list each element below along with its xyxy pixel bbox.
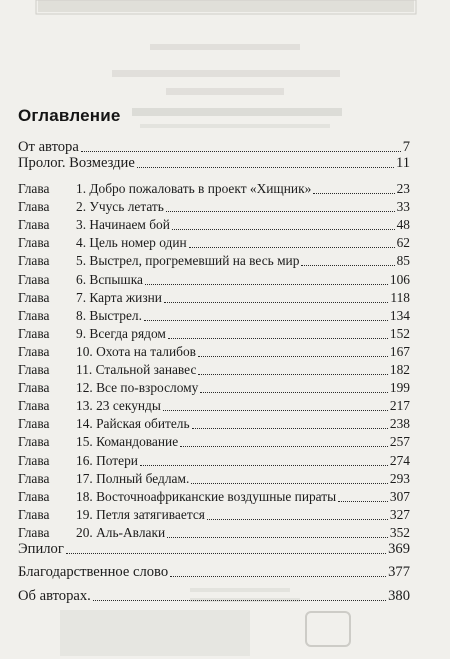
toc-heading: Оглавление bbox=[18, 106, 121, 125]
chapter-prefix: Глава bbox=[18, 199, 50, 215]
toc-entry bbox=[18, 488, 410, 506]
toc-entry-page: 23 bbox=[396, 181, 410, 196]
toc-entry-page: 11 bbox=[395, 155, 410, 171]
dot-leader bbox=[198, 373, 388, 375]
toc-entry-page: 134 bbox=[389, 307, 410, 323]
chapter-prefix: Глава bbox=[18, 380, 50, 396]
toc-entry bbox=[18, 154, 410, 172]
dot-leader bbox=[301, 264, 394, 266]
toc-entry-page: 369 bbox=[388, 541, 410, 557]
toc-entry-page: 106 bbox=[389, 271, 410, 287]
toc-entry bbox=[18, 252, 410, 270]
chapter-prefix: Глава bbox=[18, 343, 50, 359]
chapter-prefix: Глава bbox=[18, 325, 50, 341]
toc-entry-title: 6. Вспышка bbox=[76, 271, 143, 287]
toc-entry-page: 7 bbox=[402, 139, 410, 155]
chapter-prefix: Глава bbox=[18, 289, 50, 305]
dot-leader bbox=[137, 166, 394, 168]
toc-entry-title: Пролог. Возмездие bbox=[18, 155, 135, 171]
dot-leader bbox=[172, 228, 395, 230]
toc-entry-page: 307 bbox=[389, 488, 410, 504]
dot-leader bbox=[313, 192, 394, 194]
toc-entry-page: 182 bbox=[389, 362, 410, 377]
chapter-prefix: Глава bbox=[18, 307, 50, 323]
toc-entry-page: 380 bbox=[388, 588, 410, 604]
toc-entry-page: 199 bbox=[389, 380, 410, 396]
dot-leader bbox=[140, 464, 388, 466]
toc-entry-page: 327 bbox=[389, 506, 410, 522]
toc-entry-page: 377 bbox=[388, 564, 410, 580]
toc-entry-title: 7. Карта жизни bbox=[76, 289, 162, 305]
toc-entry-page: 48 bbox=[396, 217, 410, 233]
toc-entry bbox=[18, 563, 410, 581]
toc-entry-title: 9. Всегда рядом bbox=[76, 325, 166, 341]
toc-entry-title: 8. Выстрел. bbox=[76, 307, 142, 323]
toc-entry-title: 5. Выстрел, прогремевший на весь мир bbox=[76, 253, 300, 269]
toc-entry bbox=[18, 433, 410, 451]
toc-entry bbox=[18, 379, 410, 397]
dot-leader bbox=[191, 482, 388, 484]
toc-entry bbox=[18, 271, 410, 289]
chapter-prefix: Глава bbox=[18, 488, 50, 504]
dot-leader bbox=[144, 319, 388, 321]
toc-entry bbox=[18, 307, 410, 325]
dot-leader bbox=[168, 337, 388, 339]
toc-entry-title: 16. Потери bbox=[76, 452, 138, 468]
toc-entry bbox=[18, 343, 410, 361]
toc-entry-title: 19. Петля затягивается bbox=[76, 506, 205, 522]
toc-entry-title: 4. Цель номер один bbox=[76, 235, 187, 251]
dot-leader bbox=[189, 246, 395, 248]
toc-entry bbox=[18, 470, 410, 488]
toc-entry-title: 11. Стальной занавес bbox=[76, 362, 197, 377]
chapter-prefix: Глава bbox=[18, 470, 50, 486]
dot-leader bbox=[164, 301, 388, 303]
toc-entry bbox=[18, 198, 410, 216]
toc-entry-page: 118 bbox=[390, 289, 410, 305]
toc-entry-title: 12. Все по-взрослому bbox=[76, 380, 199, 396]
chapter-prefix: Глава bbox=[18, 524, 50, 540]
chapter-prefix: Глава bbox=[18, 506, 50, 522]
dot-leader bbox=[180, 445, 388, 447]
chapter-prefix: Глава bbox=[18, 235, 50, 251]
toc-entry bbox=[18, 415, 410, 433]
chapter-prefix: Глава bbox=[18, 253, 50, 269]
toc-entry-page: 152 bbox=[389, 325, 410, 341]
toc-entry-page: 352 bbox=[389, 524, 410, 540]
chapter-prefix: Глава bbox=[18, 181, 50, 196]
toc-entry bbox=[18, 234, 410, 252]
dot-leader bbox=[192, 427, 388, 429]
toc-entry-title: От автора bbox=[18, 139, 79, 155]
toc-entry-page: 293 bbox=[389, 470, 410, 486]
toc-entry bbox=[18, 587, 410, 605]
dot-leader bbox=[93, 599, 386, 601]
toc-entry bbox=[18, 361, 410, 379]
chapter-prefix: Глава bbox=[18, 416, 50, 432]
chapter-prefix: Глава bbox=[18, 217, 50, 233]
dot-leader bbox=[81, 150, 401, 152]
chapter-prefix: Глава bbox=[18, 362, 50, 377]
dot-leader bbox=[170, 575, 386, 577]
toc-entry-page: 238 bbox=[389, 416, 410, 432]
toc-entry-page: 217 bbox=[389, 398, 410, 414]
dot-leader bbox=[163, 409, 388, 411]
chapter-prefix: Глава bbox=[18, 452, 50, 468]
toc-entry-page: 62 bbox=[396, 235, 410, 251]
toc-entry-title: 17. Полный бедлам. bbox=[76, 470, 190, 486]
dot-leader bbox=[198, 355, 388, 357]
toc-entry bbox=[18, 506, 410, 524]
toc-entry-title: 1. Добро пожаловать в проект «Хищник» bbox=[76, 181, 312, 196]
toc-entry bbox=[18, 540, 410, 558]
toc-entry bbox=[18, 397, 410, 415]
toc-entry-title: 2. Учусь летать bbox=[76, 199, 164, 215]
toc-entry-title: Об авторах. bbox=[18, 588, 91, 604]
toc-entry-title: 20. Аль-Авлаки bbox=[76, 524, 166, 540]
dot-leader bbox=[200, 391, 388, 393]
dot-leader bbox=[145, 283, 388, 285]
toc-entry bbox=[18, 325, 410, 343]
dot-leader bbox=[207, 518, 388, 520]
dot-leader bbox=[66, 552, 386, 554]
toc-entry bbox=[18, 289, 410, 307]
toc-entry-page: 167 bbox=[389, 343, 410, 359]
toc-entry-title: 15. Командование bbox=[76, 434, 179, 450]
toc-entry-title: 10. Охота на талибов bbox=[76, 343, 196, 359]
toc-entry bbox=[18, 452, 410, 470]
toc-entry-page: 33 bbox=[396, 199, 410, 215]
toc-entry-page: 257 bbox=[389, 434, 410, 450]
toc-entry bbox=[18, 216, 410, 234]
toc-entry-title: 3. Начинаем бой bbox=[76, 217, 170, 233]
chapter-prefix: Глава bbox=[18, 271, 50, 287]
chapter-prefix: Глава bbox=[18, 398, 50, 414]
toc-entry-title: 13. 23 секунды bbox=[76, 398, 161, 414]
chapter-prefix: Глава bbox=[18, 434, 50, 450]
toc-entry-page: 85 bbox=[396, 253, 410, 269]
toc-entry-title: Благодарственное слово bbox=[18, 564, 169, 580]
toc-entry-title: 18. Восточноафриканские воздушные пираты bbox=[76, 488, 337, 504]
toc-entry bbox=[18, 180, 410, 198]
toc-entry-page: 274 bbox=[389, 452, 410, 468]
toc-entry-title: 14. Райская обитель bbox=[76, 416, 190, 432]
dot-leader bbox=[167, 536, 388, 538]
toc-entry-title: Эпилог bbox=[18, 541, 64, 557]
dot-leader bbox=[166, 210, 395, 212]
dot-leader bbox=[338, 500, 388, 502]
